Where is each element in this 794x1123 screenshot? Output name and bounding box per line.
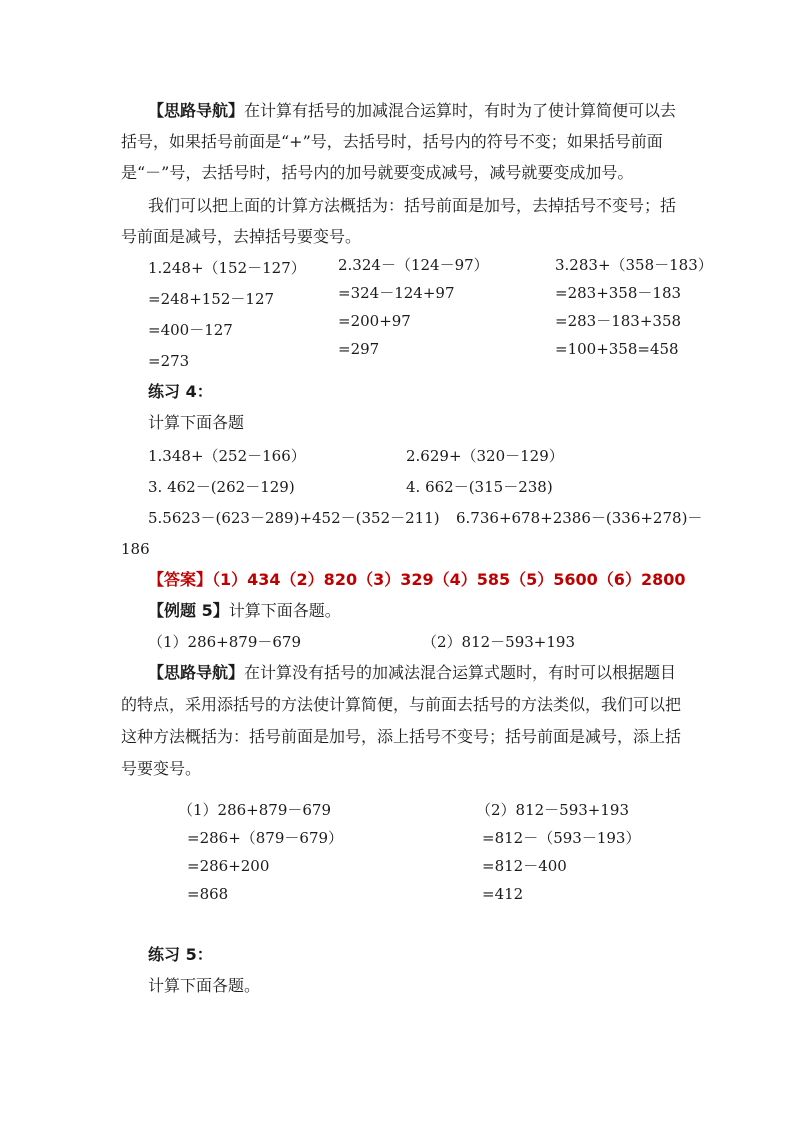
solution-step: =812－400 <box>482 857 567 875</box>
practice-5-instruction: 计算下面各题。 <box>148 976 261 995</box>
example-step: 3.283+（358－183） <box>555 256 713 274</box>
example-step: =324－124+97 <box>338 284 455 302</box>
practice-4-instruction: 计算下面各题 <box>148 413 245 432</box>
intro-text: 在计算有括号的加减混合运算时，有时为了使计算简便可以去 <box>244 101 677 120</box>
example-step: 2.324－（124－97） <box>338 256 489 274</box>
practice-4-q5: 5.5623－(623－289)+452－(352－211) <box>148 509 440 527</box>
example-step: =297 <box>338 340 380 358</box>
example-step: =283+358－183 <box>555 284 682 302</box>
example-step: =200+97 <box>338 312 411 330</box>
solution-step: =286+200 <box>187 857 270 875</box>
example-5-problem-1: （1）286+879－679 <box>148 633 302 651</box>
guide-2-line-1 <box>148 663 676 683</box>
example-step: =248+152－127 <box>148 290 275 308</box>
answer-label: 【答案】 <box>148 570 213 589</box>
solution-step: =286+（879－679） <box>187 829 344 847</box>
intro-line-5: 号前面是减号，去掉括号要变号。 <box>121 227 362 246</box>
guide-label: 【思路导航】 <box>148 101 245 120</box>
practice-4-title: 练习 4： <box>148 382 213 401</box>
intro-line-2: 括号，如果括号前面是“+”号，去括号时，括号内的符号不变；如果括号前面 <box>121 132 663 151</box>
example-5-heading <box>148 601 341 621</box>
practice-4-q3: 3. 462－(262－129) <box>148 478 295 496</box>
intro-line-4: 我们可以把上面的计算方法概括为：括号前面是加号，去掉括号不变号；括 <box>148 196 677 215</box>
answer-line <box>148 570 685 590</box>
example-step: =283－183+358 <box>555 312 682 330</box>
guide-2-line-3: 这种方法概括为：括号前面是加号，添上括号不变号；括号前面是减号，添上括 <box>121 727 682 746</box>
practice-4-q6: 6.736+678+2386－(336+278)－ <box>456 509 703 527</box>
example-step: 1.248+（152－127） <box>148 259 306 277</box>
practice-4-q2: 2.629+（320－129） <box>406 447 564 465</box>
intro-line-3: 是“－”号，去括号时，括号内的加号就要变成减号，减号就要变成加号。 <box>121 163 634 182</box>
solution-step: =412 <box>482 885 524 903</box>
guide-2-line-4: 号要变号。 <box>121 759 202 778</box>
practice-5-title: 练习 5： <box>148 945 213 964</box>
solution-step: （1）286+879－679 <box>178 801 332 819</box>
guide-2-text: 在计算没有括号的加减法混合运算式题时，有时可以根据题目 <box>244 663 677 682</box>
example-step: =400－127 <box>148 321 233 339</box>
solution-step: （2）812－593+193 <box>476 801 630 819</box>
practice-4-q1: 1.348+（252－166） <box>148 447 306 465</box>
answer-text: （1）434（2）820（3）329（4）585（5）5600（6）2800 <box>212 570 686 589</box>
guide-label: 【思路导航】 <box>148 663 245 682</box>
practice-4-q4: 4. 662－(315－238) <box>406 478 553 496</box>
example-step: =100+358=458 <box>555 340 679 358</box>
example-5-title: 计算下面各题。 <box>228 601 341 620</box>
example-5-problem-2: （2）812－593+193 <box>422 633 576 651</box>
solution-step: =812－（593－193） <box>482 829 641 847</box>
solution-step: =868 <box>187 885 229 903</box>
intro-line-1 <box>148 101 676 121</box>
example-5-label: 【例题 5】 <box>148 601 229 620</box>
example-step: =273 <box>148 352 190 370</box>
practice-4-q6-cont: 186 <box>121 540 150 558</box>
guide-2-line-2: 的特点，采用添括号的方法使计算简便，与前面去括号的方法类似，我们可以把 <box>121 695 682 714</box>
